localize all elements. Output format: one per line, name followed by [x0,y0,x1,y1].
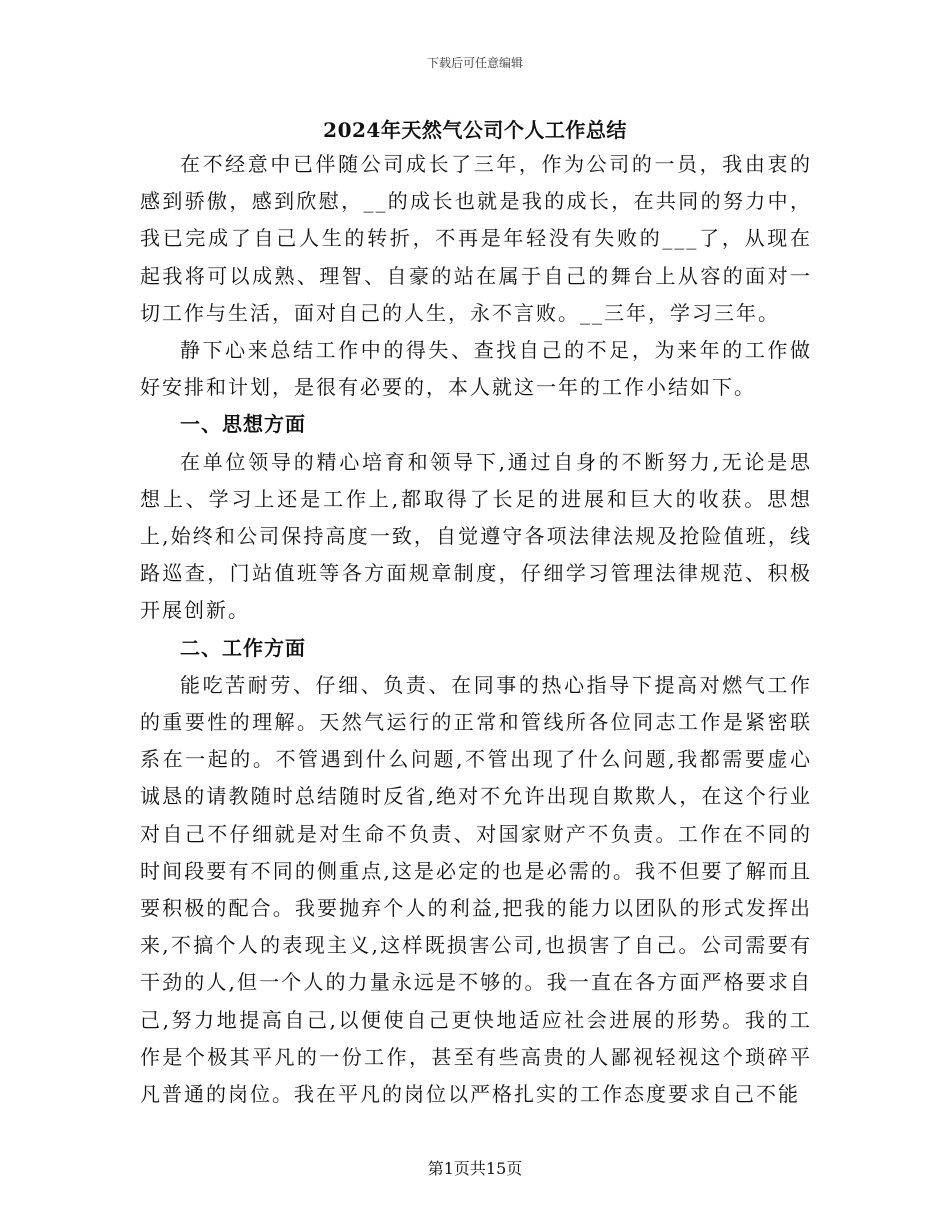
section-heading-thought: 一、思想方面 [180,412,306,437]
paragraph-summary-purpose: 静下心来总结工作中的得失、查找自己的不足，为来年的工作做好安排和计划，是很有必要的，本人就这一年的工作小结如下。 [140,338,812,400]
paragraph-intro: 在不经意中已伴随公司成长了三年，作为公司的一员，我由衷的感到骄傲，感到欣慰，__的成长也就是我的成长，在共同的努力中，我已完成了自己人生的转折，不再是年轻没有失败的___了，从现在起我将可以成熟、理智、自豪的站在属于自己的舞台上从容的面对一切工作与生活，面对自己的人生，永不言败。__三年，学习三年。 [140,152,812,325]
paragraph-thought: 在单位领导的精心培育和领导下,通过自身的不断努力,无论是思想上、学习上还是工作上,都取得了长足的进展和巨大的收获。思想上,始终和公司保持高度一致，自觉遵守各项法律法规及抢险值班，线路巡查，门站值班等各方面规章制度，仔细学习管理法律规范、积极开展创新。 [140,449,812,623]
section-heading-work: 二、工作方面 [180,635,306,660]
paragraph-work: 能吃苦耐劳、仔细、负责、在同事的热心指导下提高对燃气工作的重要性的理解。天然气运行的正常和管线所各位同志工作是紧密联系在一起的。不管遇到什么问题,不管出现了什么问题,我都需要虚心诚恳的请教随时总结随时反省,绝对不允许出现自欺欺人，在这个行业对自己不仔细就是对生命不负责、对国家财产不负责。工作在不同的时间段要有不同的侧重点,这是必定的也是必需的。我不但要了解而且要积极的配合。我要抛弃个人的利益,把我的能力以团队的形式发挥出来,不搞个人的表现主义,这样既损害公司,也损害了自己。公司需要有干劲的人,但一个人的力量永远是不够的。我一直在各方面严格要求自己,努力地提高自己,以便使自己更快地适应社会进展的形势。我的工作是个极其平凡的一份工作，甚至有些高贵的人鄙视轻视这个琐碎平凡普通的岗位。我在平凡的岗位以严格扎实的工作态度要求自己不能 [140,672,812,1107]
document-title: 2024年天然气公司个人工作总结 [323,118,627,142]
page-number-footer: 第1页共15页 [427,1159,523,1178]
header-note: 下载后可任意编辑 [426,56,523,70]
document-body [140,146,812,1113]
